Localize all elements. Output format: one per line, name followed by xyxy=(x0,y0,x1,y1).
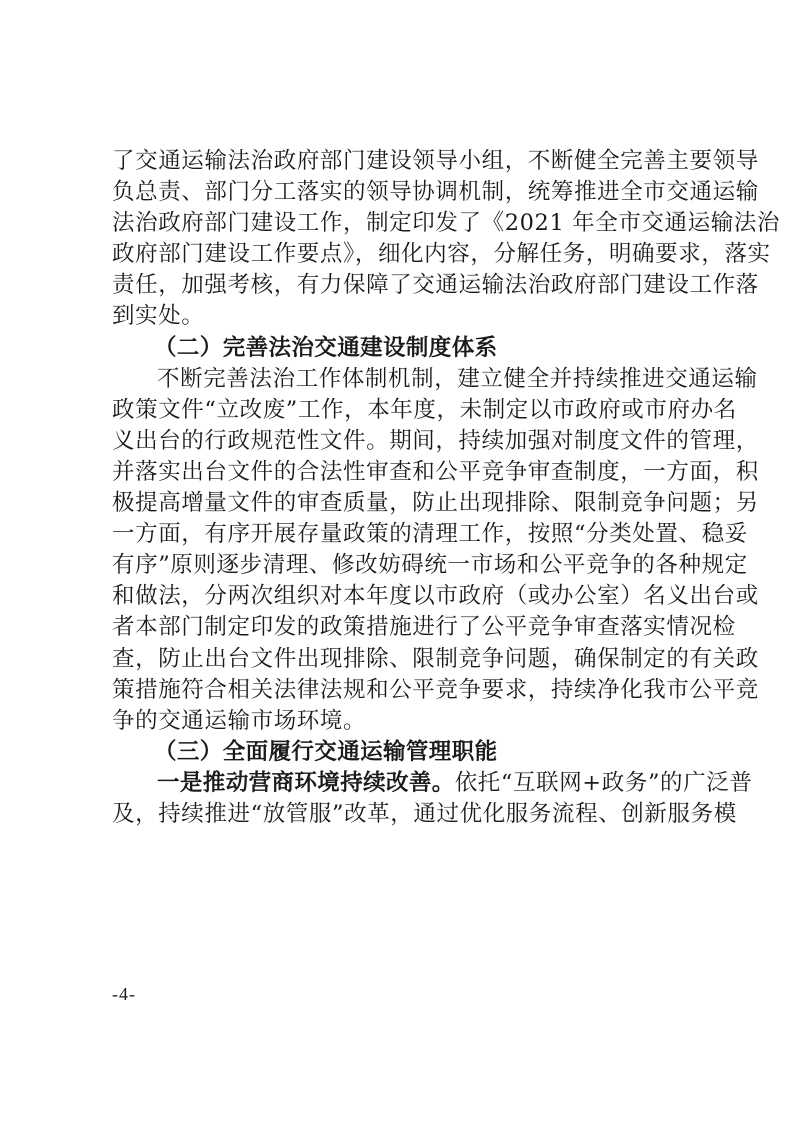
paragraph-line: 法治政府部门建设工作，制定印发了《2021 年全市交通运输法治 xyxy=(112,210,781,237)
paragraph-line: 和做法，分两次组织对本年度以市政府（或办公室）名义出台或 xyxy=(112,583,759,610)
document-body xyxy=(112,146,781,830)
lead-rest: 依托“互联网+政务”的广泛普 xyxy=(454,769,753,796)
paragraph-line: 到实处。 xyxy=(112,303,205,330)
paragraph-line: 争的交通运输市场环境。 xyxy=(112,707,367,734)
paragraph-line: 政策文件“立改废”工作，本年度，未制定以市政府或市府办名 xyxy=(112,396,737,423)
page-number: -4- xyxy=(112,984,136,1004)
lead-phrase: 一是推动营商环境持续改善。 xyxy=(157,769,455,796)
paragraph-line: 责任，加强考核，有力保障了交通运输法治政府部门建设工作落 xyxy=(112,272,759,299)
paragraph-line: 一方面，有序开展存量政策的清理工作，按照“分类处置、稳妥 xyxy=(112,521,748,548)
paragraph-line: 有序”原则逐步清理、修改妨碍统一市场和公平竞争的各种规定 xyxy=(112,552,748,579)
paragraph-line-lead xyxy=(112,768,753,799)
paragraph-line: 极提高增量文件的审查质量，防止出现排除、限制竞争问题；另 xyxy=(112,490,759,517)
paragraph-line: 负总责、部门分工落实的领导协调机制，统筹推进全市交通运输 xyxy=(112,179,759,206)
paragraph-line: 政府部门建设工作要点》，细化内容，分解任务，明确要求，落实 xyxy=(112,241,771,268)
paragraph-line: 策措施符合相关法律法规和公平竞争要求，持续净化我市公平竞 xyxy=(112,676,759,703)
paragraph-line: 者本部门制定印发的政策措施进行了公平竞争审查落实情况检 xyxy=(112,614,736,641)
paragraph-line: 查，防止出台文件出现排除、限制竞争问题，确保制定的有关政 xyxy=(112,645,759,672)
paragraph-line: 不断完善法治工作体制机制，建立健全并持续推进交通运输 xyxy=(157,365,758,392)
paragraph-line: 了交通运输法治政府部门建设领导小组，不断健全完善主要领导 xyxy=(112,148,759,174)
paragraph-line: 并落实出台文件的合法性审查和公平竞争审查制度，一方面，积 xyxy=(112,458,759,485)
section-heading: （三）全面履行交通运输管理职能 xyxy=(154,738,498,765)
section-heading: （二）完善法治交通建设制度体系 xyxy=(154,334,498,361)
paragraph-line: 及，持续推进“放管服”改革，通过优化服务流程、创新服务模 xyxy=(112,800,737,827)
paragraph-line: 义出台的行政规范性文件。期间，持续加强对制度文件的管理， xyxy=(112,427,759,454)
